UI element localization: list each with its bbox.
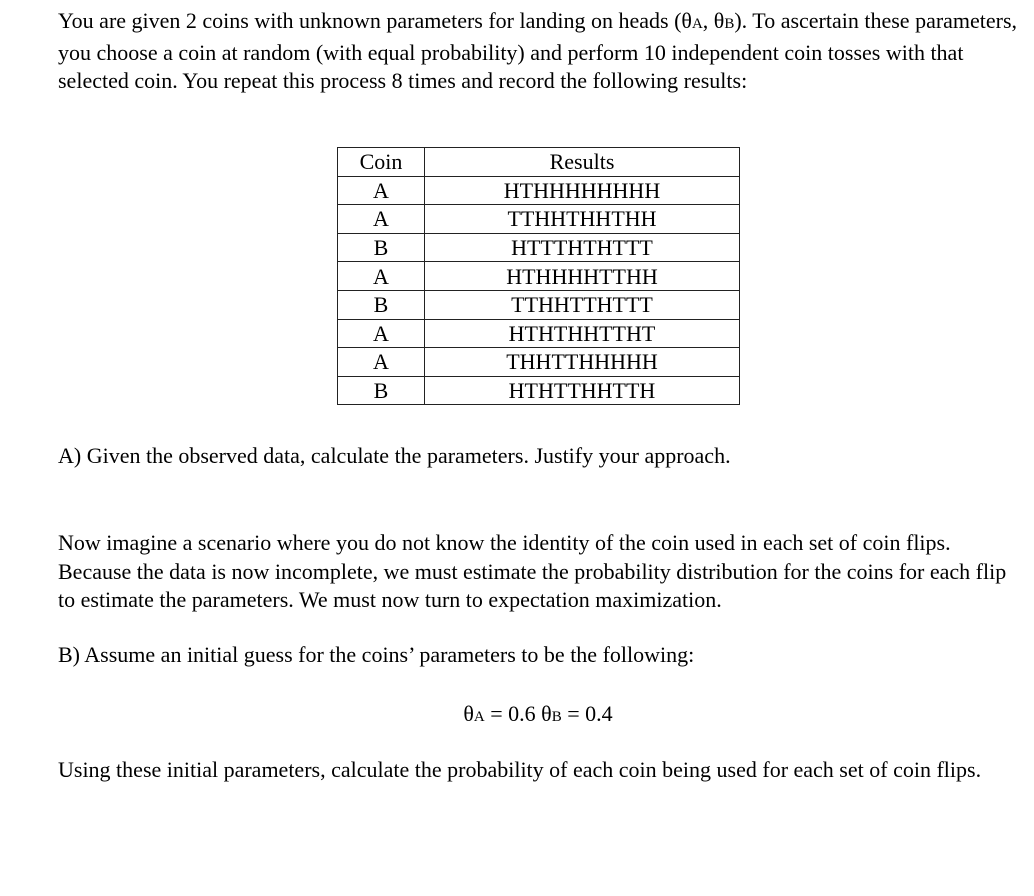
guess-theta-a: θ: [463, 701, 474, 726]
row-results: HTHHHHHHHH: [425, 176, 740, 205]
row-coin: A: [338, 205, 425, 234]
row-coin: B: [338, 290, 425, 319]
row-results: HTTTHTHTTT: [425, 233, 740, 262]
guess-subscript-b: B: [551, 709, 562, 725]
table-row: [338, 233, 740, 262]
intro-separator: , θ: [702, 8, 725, 33]
table-row: [338, 290, 740, 319]
row-results: THHTTHHHHH: [425, 348, 740, 377]
row-coin: B: [338, 376, 425, 405]
guess-value-b: = 0.4: [561, 701, 613, 726]
row-results: HTHTHHTTHT: [425, 319, 740, 348]
guess-subscript-a: A: [473, 709, 485, 725]
problem-intro: [58, 7, 1024, 96]
table-row: [338, 376, 740, 405]
header-results: Results: [425, 148, 740, 177]
table-row: [338, 176, 740, 205]
question-b: B) Assume an initial guess for the coins’ parameters to be the following:: [58, 642, 695, 667]
intro-subscript-b: B: [724, 16, 735, 32]
table-row: [338, 319, 740, 348]
initial-guess-equation: [0, 700, 1034, 732]
question-a: A) Given the observed data, calculate the parameters. Justify your approach.: [58, 443, 731, 468]
table-row: [338, 262, 740, 291]
row-results: TTHHTTHTTT: [425, 290, 740, 319]
intro-text-start: You are given 2 coins with unknown parameters for landing on heads (θ: [58, 8, 692, 33]
table-row: [338, 205, 740, 234]
final-instruction: Using these initial parameters, calculate the probability of each coin being used for each set of coin flips.: [58, 757, 982, 782]
header-coin: Coin: [338, 148, 425, 177]
row-coin: A: [338, 319, 425, 348]
row-coin: A: [338, 348, 425, 377]
em-intro-paragraph: Now imagine a scenario where you do not know the identity of the coin used in each set of coin flips. Because the data is now incomplete, we must estimate the probability distribution for the coins for each flip to estimate the parameters. We must now turn to expectation maximization.: [58, 530, 1007, 612]
row-results: TTHHTHHTHH: [425, 205, 740, 234]
intro-text-end: ). To ascertain these parameters, you choose a coin at random (with equal probability) and perform 10 independent coin tosses with that selected coin. You repeat this process 8 times and record the following results:: [58, 8, 1018, 93]
row-coin: A: [338, 176, 425, 205]
row-coin: B: [338, 233, 425, 262]
guess-value-a: = 0.6 θ: [484, 701, 552, 726]
table-row: [338, 348, 740, 377]
row-results: HTHTTHHTTH: [425, 376, 740, 405]
table-header-row: [338, 148, 740, 177]
coin-results-table: [337, 147, 740, 405]
row-coin: A: [338, 262, 425, 291]
row-results: HTHHHHTTHH: [425, 262, 740, 291]
intro-subscript-a: A: [691, 16, 703, 32]
